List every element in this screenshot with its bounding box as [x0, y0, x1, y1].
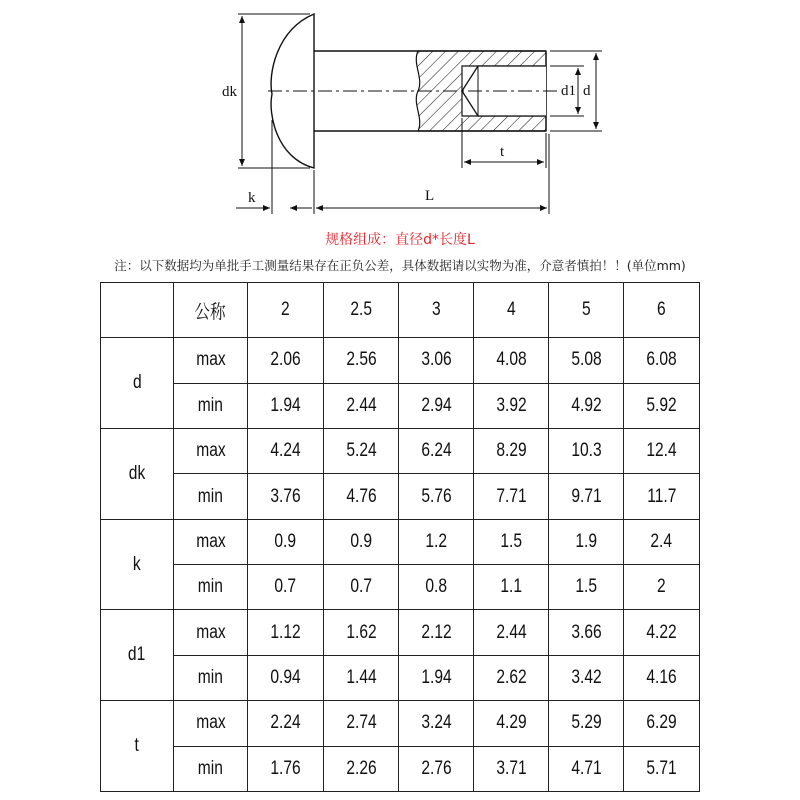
- value-cell: [324, 474, 399, 519]
- table-row: [101, 565, 700, 610]
- value-cell: [624, 383, 700, 428]
- value-cell-text: 0.7: [350, 576, 372, 598]
- value-cell-text: 7.71: [495, 485, 527, 507]
- value-cell: [474, 701, 549, 746]
- value-cell: [399, 383, 474, 428]
- value-cell-text: 4.24: [270, 440, 301, 462]
- value-cell: [549, 428, 624, 473]
- value-cell-text: 4.08: [495, 349, 527, 371]
- value-cell: [399, 428, 474, 473]
- value-cell-text: 4.22: [646, 621, 677, 643]
- value-cell: [549, 338, 624, 383]
- value-cell: [624, 338, 700, 383]
- row-label-cell-text: min: [197, 576, 224, 598]
- row-label-cell: [174, 565, 248, 610]
- table-row: [101, 701, 700, 746]
- value-cell: [248, 701, 324, 746]
- value-cell-text: 1.5: [575, 576, 597, 598]
- value-cell: [324, 701, 399, 746]
- value-cell-text: 0.8: [425, 576, 447, 598]
- value-cell: [248, 655, 324, 700]
- t-label: t: [500, 144, 505, 160]
- value-cell: [248, 474, 324, 519]
- value-cell: [624, 701, 700, 746]
- value-cell: [474, 655, 549, 700]
- value-cell: [248, 610, 324, 655]
- value-cell: [474, 746, 549, 791]
- value-cell: [324, 610, 399, 655]
- value-cell-text: 4.92: [570, 394, 602, 416]
- value-cell-text: 2.44: [495, 621, 527, 643]
- size-header-cell-text: 6: [657, 299, 666, 321]
- value-cell: [324, 519, 399, 564]
- value-cell: [474, 519, 549, 564]
- value-cell: [624, 474, 700, 519]
- value-cell-text: 3.76: [270, 485, 301, 507]
- param-cell: [101, 610, 174, 701]
- value-cell-text: 4.29: [495, 712, 527, 734]
- value-cell-text: 1.9: [575, 530, 597, 552]
- row-label-cell-text: max: [195, 712, 226, 734]
- value-cell: [624, 565, 700, 610]
- value-cell: [399, 474, 474, 519]
- row-label-cell-text: max: [195, 621, 226, 643]
- value-cell: [324, 383, 399, 428]
- l-label: L: [425, 188, 435, 204]
- param-cell-text: d1: [128, 644, 146, 666]
- value-cell: [624, 428, 700, 473]
- value-cell-text: 6.29: [646, 712, 677, 734]
- param-cell: [101, 701, 174, 792]
- value-cell-text: 2.44: [345, 394, 377, 416]
- header-blank-cell: [101, 283, 174, 338]
- value-cell: [549, 474, 624, 519]
- k-l-dimension: [236, 120, 549, 214]
- value-cell: [324, 565, 399, 610]
- value-cell: [624, 519, 700, 564]
- value-cell: [474, 383, 549, 428]
- value-cell-text: 0.9: [274, 530, 297, 552]
- row-label-cell-text: min: [197, 485, 224, 507]
- value-cell-text: 2.56: [345, 349, 377, 371]
- value-cell-text: 12.4: [646, 440, 677, 462]
- value-cell: [474, 338, 549, 383]
- value-cell: [624, 655, 700, 700]
- value-cell-text: 5.29: [570, 712, 602, 734]
- value-cell-text: 4.16: [646, 667, 677, 689]
- size-header-cell: [248, 283, 324, 338]
- value-cell: [324, 428, 399, 473]
- value-cell: [399, 519, 474, 564]
- value-cell: [324, 746, 399, 791]
- value-cell-text: 9.71: [570, 485, 602, 507]
- value-cell: [549, 565, 624, 610]
- value-cell-text: 2.62: [495, 667, 527, 689]
- value-cell: [474, 565, 549, 610]
- size-header-cell-text: 2.5: [350, 299, 372, 321]
- param-cell: [101, 338, 174, 429]
- row-label-cell-text: min: [197, 667, 224, 689]
- value-cell: [399, 610, 474, 655]
- spec-title: 规格组成：直径d*长度L: [325, 232, 475, 248]
- value-cell-text: 0.9: [350, 530, 372, 552]
- size-header-cell-text: 3: [431, 299, 441, 321]
- size-header-cell: [474, 283, 549, 338]
- size-header-cell: [624, 283, 700, 338]
- value-cell: [324, 655, 399, 700]
- table-row: [101, 746, 700, 791]
- row-label-cell: [174, 655, 248, 700]
- value-cell: [248, 565, 324, 610]
- value-cell: [549, 383, 624, 428]
- table-row: [101, 428, 700, 473]
- row-label-cell: [174, 338, 248, 383]
- value-cell: [474, 610, 549, 655]
- table-row: [101, 383, 700, 428]
- row-label-cell: [174, 701, 248, 746]
- param-cell-text: d: [132, 372, 142, 394]
- value-cell-text: 0.7: [274, 576, 297, 598]
- value-cell-text: 2.74: [345, 712, 377, 734]
- header-label-cell-text: 公称: [194, 301, 227, 323]
- value-cell: [399, 338, 474, 383]
- value-cell-text: 1.44: [345, 667, 377, 689]
- value-cell-text: 4.71: [570, 757, 602, 779]
- dimension-table: [100, 282, 700, 792]
- value-cell-text: 1.2: [425, 530, 447, 552]
- row-label-cell: [174, 519, 248, 564]
- row-label-cell-text: min: [197, 757, 224, 779]
- value-cell-text: 2.4: [650, 530, 673, 552]
- measurement-note: 注：以下数据均为单批手工测量结果存在正负公差，具体数据请以实物为准，介意者慎拍！！(单位mm): [114, 258, 686, 273]
- value-cell-text: 5.24: [345, 440, 377, 462]
- param-cell: [101, 519, 174, 610]
- table-row: [101, 338, 700, 383]
- row-label-cell: [174, 428, 248, 473]
- value-cell-text: 1.1: [500, 576, 522, 598]
- value-cell-text: 6.24: [420, 440, 452, 462]
- value-cell-text: 2.76: [420, 757, 452, 779]
- value-cell-text: 3.24: [420, 712, 452, 734]
- value-cell-text: 1.12: [270, 621, 301, 643]
- row-label-cell-text: max: [195, 349, 226, 371]
- value-cell-text: 1.76: [270, 757, 301, 779]
- value-cell: [248, 746, 324, 791]
- value-cell: [549, 655, 624, 700]
- value-cell-text: 3.92: [495, 394, 527, 416]
- value-cell-text: 3.66: [570, 621, 602, 643]
- size-header-cell-text: 4: [506, 299, 516, 321]
- value-cell-text: 0.94: [270, 667, 301, 689]
- value-cell: [248, 519, 324, 564]
- row-label-cell: [174, 746, 248, 791]
- param-cell-text: t: [134, 735, 140, 757]
- value-cell: [549, 746, 624, 791]
- value-cell-text: 2.26: [345, 757, 377, 779]
- value-cell: [549, 610, 624, 655]
- row-label-cell-text: max: [195, 440, 226, 462]
- header-label-cell: [174, 283, 248, 338]
- value-cell-text: 2.06: [270, 349, 301, 371]
- size-header-cell: [324, 283, 399, 338]
- value-cell-text: 6.08: [646, 349, 677, 371]
- value-cell-text: 5.71: [646, 757, 677, 779]
- value-cell-text: 1.94: [270, 394, 301, 416]
- value-cell-text: 5.76: [420, 485, 452, 507]
- value-cell: [624, 610, 700, 655]
- value-cell: [248, 383, 324, 428]
- value-cell: [474, 474, 549, 519]
- row-label-cell: [174, 383, 248, 428]
- table-row: [101, 610, 700, 655]
- value-cell-text: 3.06: [420, 349, 452, 371]
- value-cell: [549, 701, 624, 746]
- value-cell: [474, 428, 549, 473]
- row-label-cell-text: max: [195, 530, 226, 552]
- value-cell: [399, 746, 474, 791]
- rivet-technical-drawing: [0, 0, 800, 225]
- value-cell-text: 2: [657, 576, 666, 598]
- value-cell: [624, 746, 700, 791]
- value-cell: [248, 338, 324, 383]
- value-cell-text: 5.92: [646, 394, 677, 416]
- value-cell: [324, 338, 399, 383]
- param-cell: [101, 428, 174, 519]
- value-cell-text: 1.94: [420, 667, 452, 689]
- table-row: [101, 519, 700, 564]
- row-label-cell-text: min: [197, 394, 224, 416]
- value-cell-text: 11.7: [646, 485, 677, 507]
- table-header-row: [101, 283, 700, 338]
- dk-label: dk: [222, 84, 237, 100]
- value-cell-text: 3.71: [495, 757, 527, 779]
- value-cell-text: 10.3: [570, 440, 602, 462]
- value-cell-text: 1.5: [500, 530, 522, 552]
- value-cell-text: 5.08: [570, 349, 602, 371]
- param-cell-text: dk: [128, 462, 146, 484]
- value-cell-text: 4.76: [345, 485, 377, 507]
- value-cell: [399, 655, 474, 700]
- value-cell: [399, 565, 474, 610]
- value-cell-text: 1.62: [345, 621, 377, 643]
- table-row: [101, 655, 700, 700]
- size-header-cell-text: 5: [581, 299, 591, 321]
- d-label: d: [583, 83, 591, 99]
- value-cell-text: 2.94: [420, 394, 452, 416]
- value-cell: [399, 701, 474, 746]
- table-row: [101, 474, 700, 519]
- value-cell-text: 3.42: [570, 667, 602, 689]
- value-cell: [549, 519, 624, 564]
- k-label: k: [248, 190, 256, 206]
- size-header-cell: [399, 283, 474, 338]
- size-header-cell-text: 2: [281, 299, 290, 321]
- d1-label: d1: [561, 83, 576, 99]
- row-label-cell: [174, 474, 248, 519]
- size-header-cell: [549, 283, 624, 338]
- value-cell: [248, 428, 324, 473]
- value-cell-text: 8.29: [495, 440, 527, 462]
- param-cell-text: k: [133, 553, 141, 575]
- value-cell-text: 2.12: [420, 621, 452, 643]
- row-label-cell: [174, 610, 248, 655]
- value-cell-text: 2.24: [270, 712, 301, 734]
